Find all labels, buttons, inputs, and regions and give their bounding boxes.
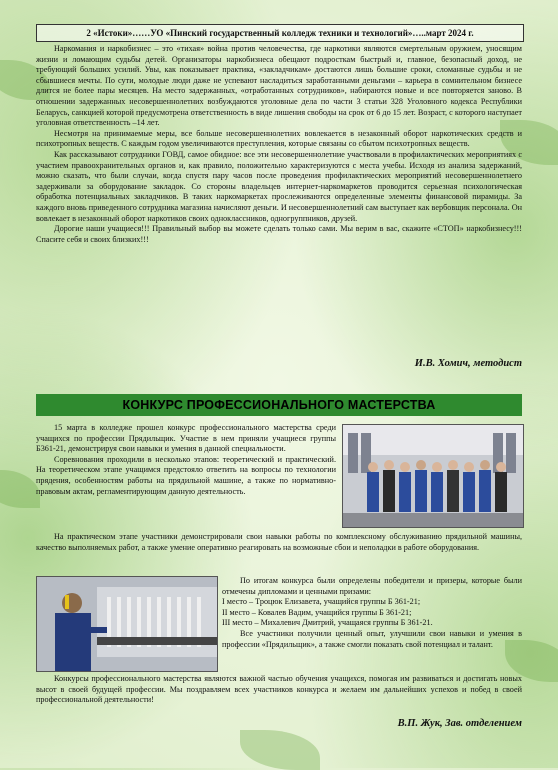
contest-conclusion	[36, 674, 522, 706]
article-drugs-signature: И.В. Хомич, методист	[414, 358, 522, 369]
spinning-machine-photo	[36, 576, 218, 672]
paragraph: Несмотря на принимаемые меры, все больше несовершеннолетних вовлекается в незаконный оборот наркотических средств и психотропных веществ. С каждым годом увеличиваются преступления, которые связаны со сбытом психотропных веществ.	[36, 128, 522, 149]
paragraph: Все участники получили ценный опыт, улучшили свои навыки и умения в профессии «Прядильщик», а также смогли показать свой потенциал и талант.	[222, 628, 522, 649]
paragraph: 15 марта в колледже прошел конкурс профессионального мастерства среди учащихся по профессии Прядильщик. Участие в нем приняли учащиеся группы Б361-21, демонстрируя свои навыки и умения в данной специальности.	[36, 423, 336, 454]
paragraph: Дорогие наши учащиеся!!! Правильный выбор вы можете сделать только сами. Мы верим в вас, скажите «СТОП» наркобизнесу!!! Спасите себя и своих близких!!!	[36, 224, 522, 244]
contest-practical	[36, 532, 522, 553]
article-drugs-body	[36, 44, 522, 245]
paragraph: По итогам конкурса были определены победители и призеры, которые были отмечены дипломами и ценными призами:	[222, 576, 522, 596]
paragraph: Соревнования проходили в несколько этапов: теоретический и практический. На теоретическом этапе учащимся предстояло ответить на вопросы по технологии прядения, особенностям работы на прядильной машине, а также по нормативно-правовым актам, регламентирующим данную деятельность.	[36, 454, 336, 496]
paragraph: Как рассказывают сотрудники ГОВД, самое обидное: все эти несовершеннолетние участвовали в профилактических мероприятиях с участием правоохранительных органов и, как правило, положительно характеризуются с места учебы. Исходя из анализа задержаний, можно сказать, что были случаи, когда спустя пару часов после проведения профилактических мероприятий несовершеннолетнего задерживали за оборудование закладок. Со стороны владельцев интернет-наркомаркетов проводится серьезная психологическая обработка потенциальных закладчиков. В таких наркомаркетах прослеживаются определенные элементы финансовой пирамиды. За каждого вновь приведенного сотрудника магазина начисляют деньги. И несовершеннолетний сам выступает как вербовщик персонала. Он вовлекает в незаконный оборот наркотиков своих одноклассников, одногруппников, друзей.	[36, 149, 522, 223]
winner-2: II место – Ковалев Вадим, учащийся группы Б 361-21;	[222, 607, 412, 617]
winner-1: I место – Троцюк Елизавета, учащийся группы Б 361-21;	[222, 597, 421, 607]
page-header: 2 «Истоки»……УО «Пинский государственный колледж техники и технологий»…..март 2024 г.	[36, 24, 524, 42]
section-title: КОНКУРС ПРОФЕССИОНАЛЬНОГО МАСТЕРСТВА	[36, 394, 522, 416]
group-photo	[342, 424, 524, 528]
winner-3: III место – Михалевич Дмитрий, учащаяся группы Б 361-21.	[222, 618, 433, 628]
paragraph: Конкурсы профессионального мастерства являются важной частью обучения учащихся, помогая им развиваться и достигать новых высот в своей будущей профессии. Мы поздравляем всех участников конкурса и желаем им дальнейших успехов и побед в своей профессиональной деятельности!	[36, 674, 522, 705]
article-contest-signature: В.П. Жук, Зав. отделением	[397, 718, 522, 729]
paragraph: На практическом этапе участники демонстрировали свои навыки работы по комплексному обслуживанию прядильной машины, качество выполняемых работ, а также умение оперативно реагировать на возможные сбои и неполадки в работе оборудования.	[36, 532, 522, 552]
contest-results	[222, 576, 522, 650]
leaf-decoration	[240, 730, 320, 770]
contest-intro	[36, 423, 336, 497]
leaf-decoration	[0, 470, 40, 508]
paragraph: Наркомания и наркобизнес – это «тихая» война против человечества, где наркотики являются смертельным оружием, уносящим жизни и ломающим судьбы детей. Организаторы наркобизнеса обещают подросткам быстрый и, главное, безопасный доход, не требующий больших усилий. Увы, как показывает практика, «закладчикам» достаются лишь большие сроки, сломанные судьбы и не сбывшиеся мечты. По сути, молодые люди даже не успевают насладиться заработанными деньгами – карьера в сомнительном бизнесе длится не более пары месяцев. На место задержанных, «отработанных сотрудников», набираются новые и все повторяется заново. В отношении задержанных несовершеннолетних возбуждаются уголовные дела по части 3 статьи 328 Уголовного кодекса Республики Беларусь, санкцией которой предусмотрена ответственность в виде лишения свободы на срок от 6 до 15 лет. Возраст, с которого наступает уголовная ответственность –14 лет.	[36, 44, 522, 128]
